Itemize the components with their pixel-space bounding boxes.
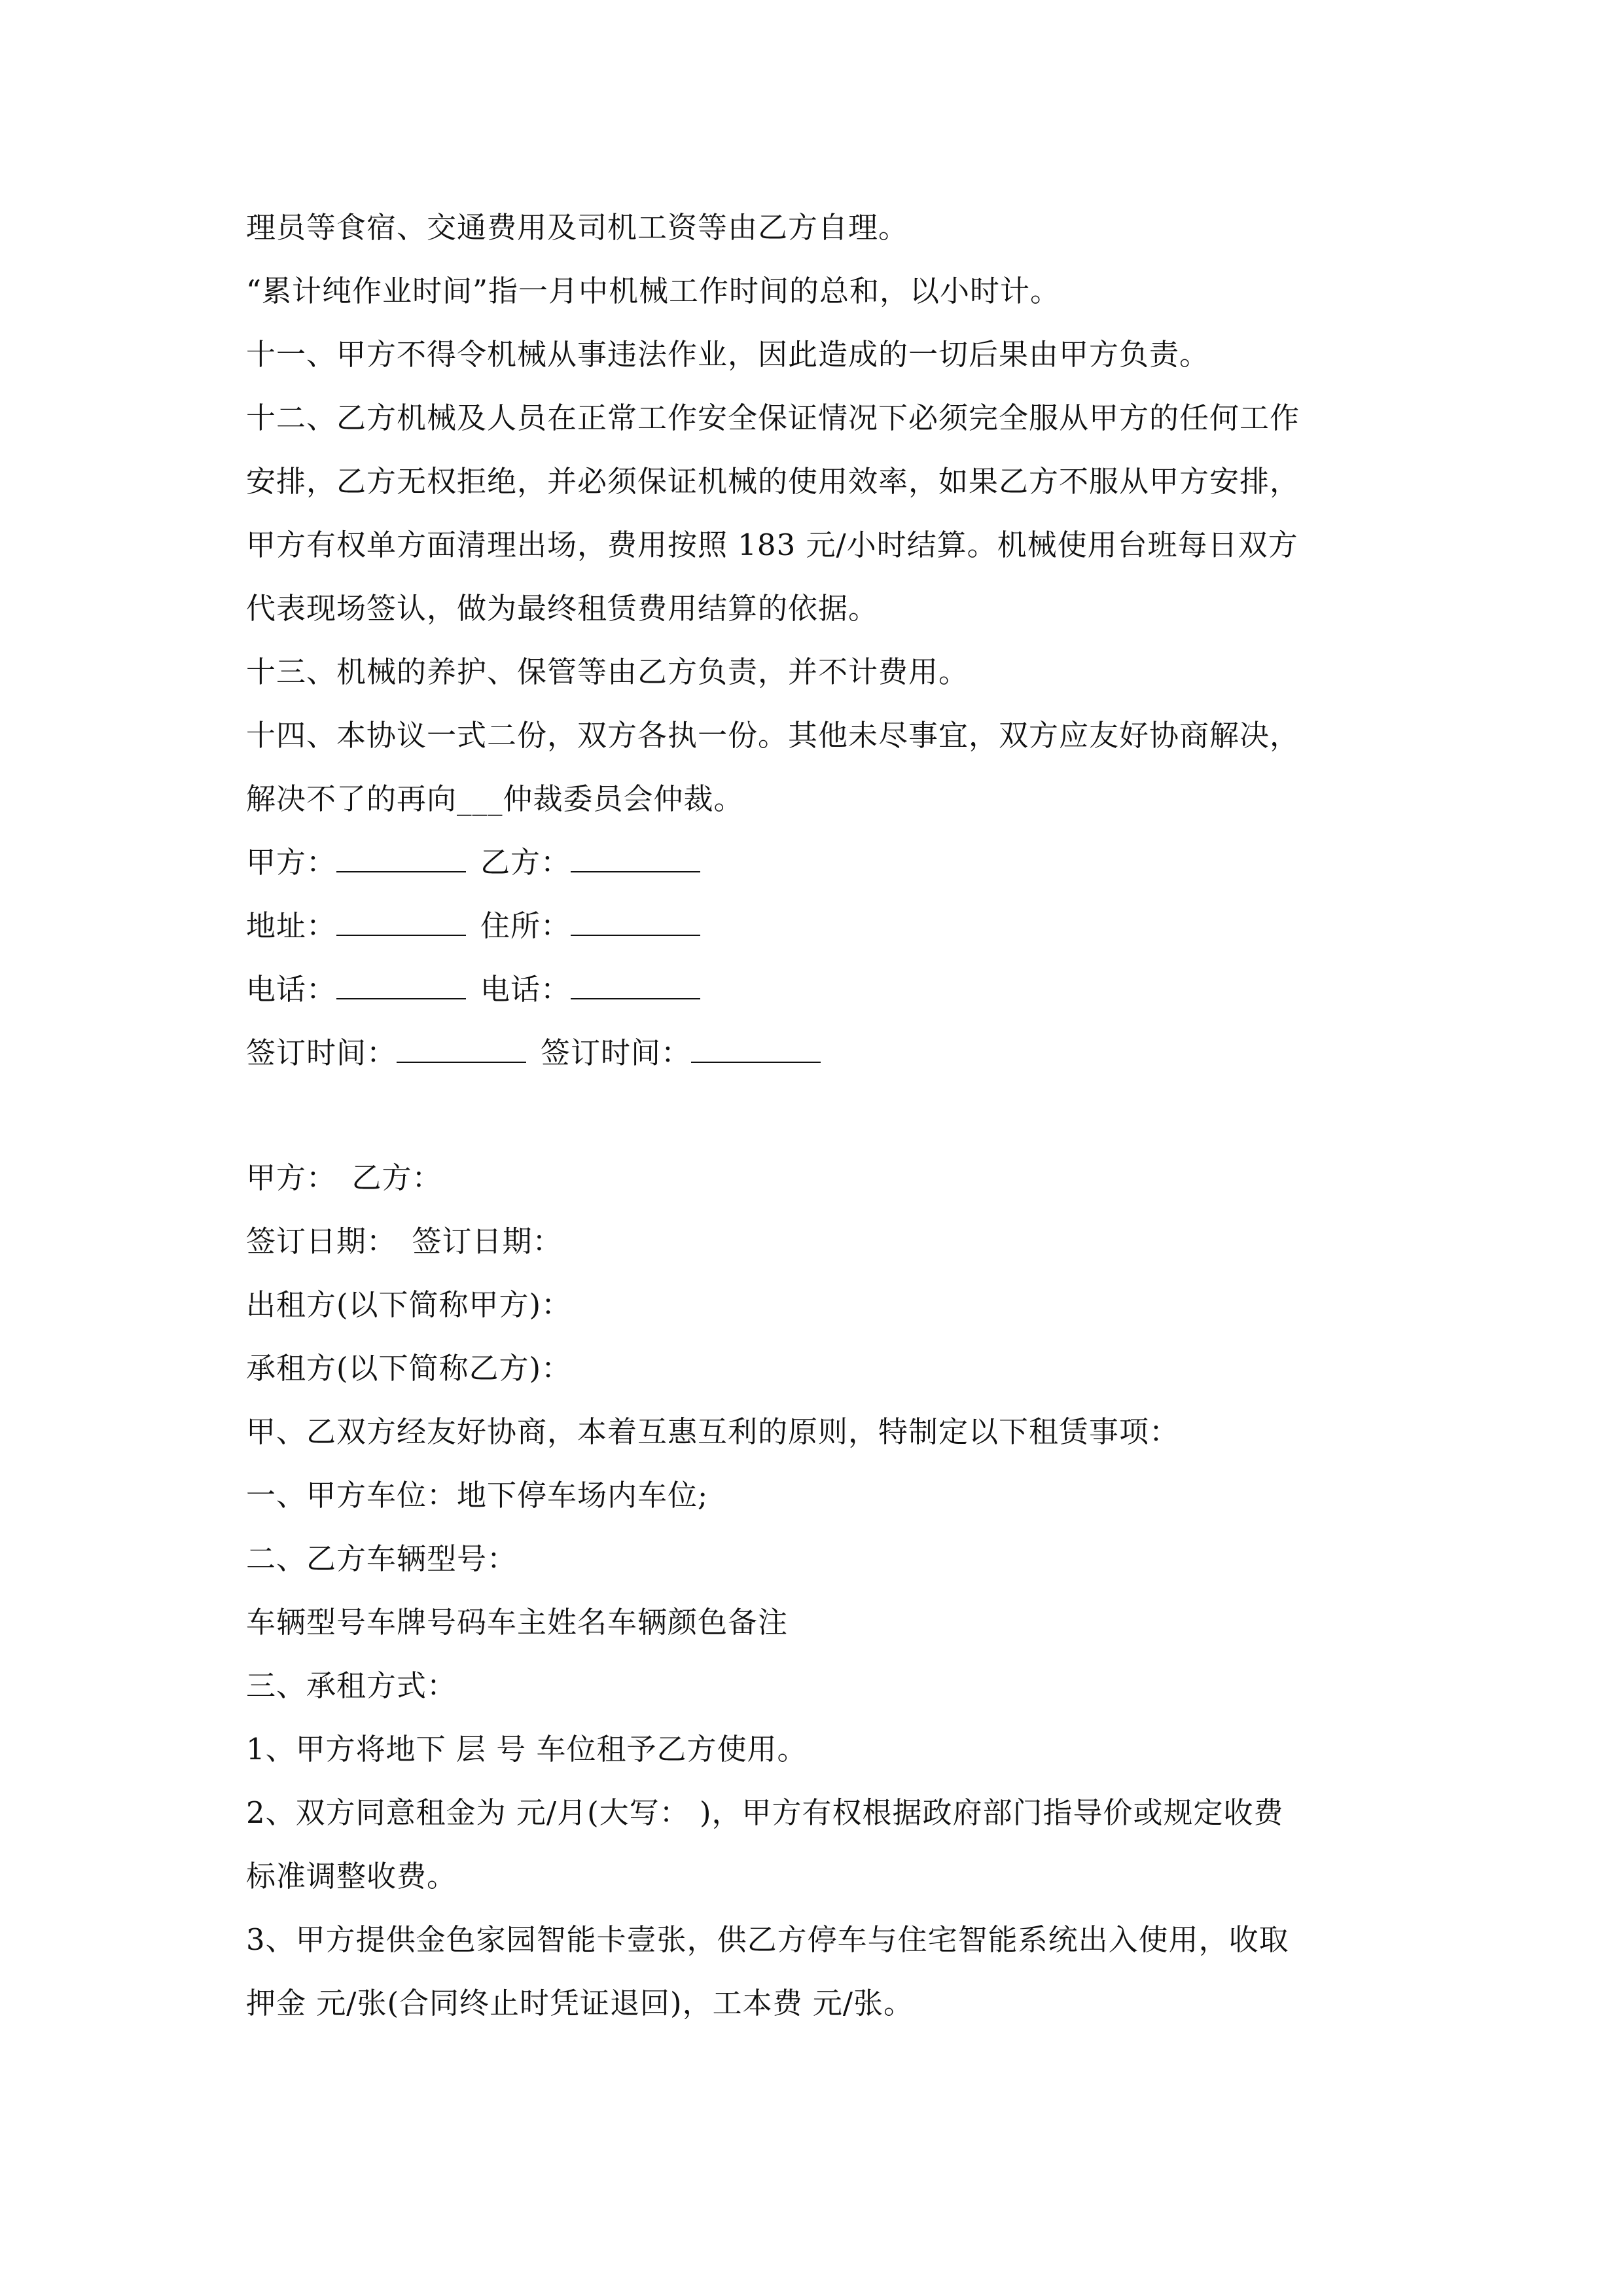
doc-line: 出租方(以下简称甲方)： (246, 1287, 572, 1322)
doc-line: 安排，乙方无权拒绝，并必须保证机械的使用效率，如果乙方不服从甲方安排， (246, 464, 1300, 499)
doc-line: 二、乙方车辆型号： (246, 1541, 518, 1576)
residence-blank (571, 912, 700, 936)
doc-line: 押金 元/张(合同终止时凭证退回)，工本费 元/张。 (246, 1986, 914, 2020)
doc-line: 承租方(以下简称乙方)： (246, 1351, 572, 1386)
sign-time-a-label: 签订时间： (246, 1035, 397, 1070)
signature-row (246, 1033, 821, 1073)
doc-line: 十三、机械的养护、保管等由乙方负责，并不计费用。 (246, 655, 969, 689)
doc-line: 甲方有权单方面清理出场，费用按照 183 元/小时结算。机械使用台班每日双方 (246, 528, 1298, 562)
doc-line: 车辆型号车牌号码车主姓名车辆颜色备注 (246, 1605, 789, 1640)
doc-line: 2、双方同意租金为 元/月(大写： )，甲方有权根据政府部门指导价或规定收费 (246, 1795, 1284, 1830)
party-b-label: 乙方： (480, 845, 571, 880)
party-a-label: 甲方： (246, 845, 337, 880)
phone-b-blank (571, 976, 700, 999)
sign-time-b-blank (691, 1039, 821, 1063)
phone-a-label: 电话： (246, 972, 337, 1007)
address-blank (336, 912, 466, 936)
party-b-blank (571, 849, 700, 872)
doc-line: 甲方： 乙方： (246, 1160, 442, 1195)
phone-a-blank (336, 976, 466, 999)
doc-line: 三、承租方式： (246, 1668, 457, 1703)
phone-b-label: 电话： (480, 972, 571, 1007)
doc-line: 3、甲方提供金色家园智能卡壹张，供乙方停车与住宅智能系统出入使用，收取 (246, 1922, 1289, 1957)
doc-line: “累计纯作业时间”指一月中机械工作时间的总和，以小时计。 (246, 274, 1061, 308)
doc-line: 1、甲方将地下 层 号 车位租予乙方使用。 (246, 1732, 808, 1767)
doc-line: 标准调整收费。 (246, 1859, 457, 1893)
doc-line: 解决不了的再向___仲裁委员会仲裁。 (246, 781, 744, 816)
doc-line: 十一、甲方不得令机械从事违法作业，因此造成的一切后果由甲方负责。 (246, 337, 1210, 372)
doc-line: 一、甲方车位：地下停车场内车位; (246, 1478, 709, 1513)
doc-line: 签订日期： 签订日期： (246, 1224, 563, 1259)
party-a-blank (336, 849, 466, 872)
signature-row (246, 843, 700, 882)
sign-time-b-label: 签订时间： (541, 1035, 692, 1070)
address-label: 地址： (246, 908, 337, 943)
residence-label: 住所： (480, 908, 571, 943)
sign-time-a-blank (397, 1039, 526, 1063)
doc-line: 十四、本协议一式二份，双方各执一份。其他未尽事宜，双方应友好协商解决， (246, 718, 1300, 753)
doc-line: 理员等食宿、交通费用及司机工资等由乙方自理。 (246, 210, 909, 245)
signature-row (246, 906, 700, 946)
doc-line: 代表现场签认，做为最终租赁费用结算的依据。 (246, 591, 879, 626)
signature-row (246, 970, 700, 1009)
doc-line: 甲、乙双方经友好协商，本着互惠互利的原则，特制定以下租赁事项： (246, 1414, 1180, 1449)
doc-line: 十二、乙方机械及人员在正常工作安全保证情况下必须完全服从甲方的任何工作 (246, 401, 1300, 435)
